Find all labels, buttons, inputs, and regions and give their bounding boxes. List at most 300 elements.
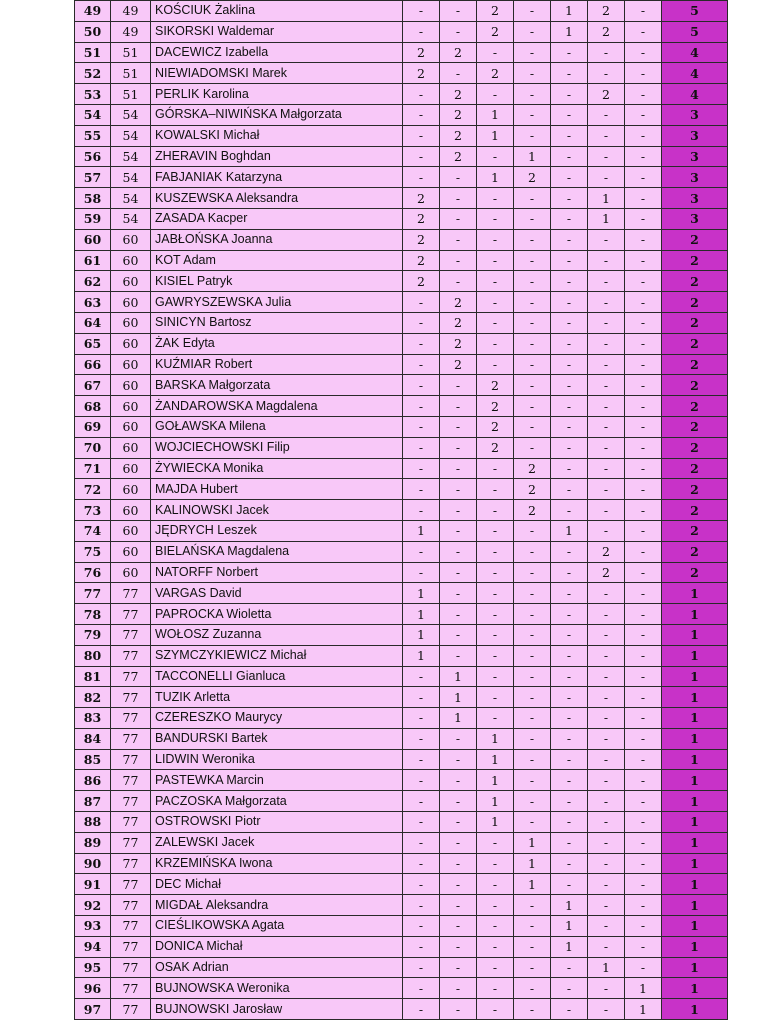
total-cell: 1 xyxy=(662,895,728,916)
score-cell: - xyxy=(625,437,662,458)
place-cell: 97 xyxy=(75,999,111,1020)
total-cell: 2 xyxy=(662,541,728,562)
table-row xyxy=(75,416,728,437)
score-cell: 1 xyxy=(403,520,440,541)
total-cell: 1 xyxy=(662,999,728,1020)
score-cell: - xyxy=(588,250,625,271)
score-cell: 2 xyxy=(477,396,514,417)
score-cell: 1 xyxy=(477,770,514,791)
place-cell: 69 xyxy=(75,416,111,437)
rank-cell: 77 xyxy=(111,583,151,604)
total-cell: 2 xyxy=(662,437,728,458)
table-row xyxy=(75,895,728,916)
score-cell: - xyxy=(403,749,440,770)
rank-cell: 60 xyxy=(111,250,151,271)
total-cell: 2 xyxy=(662,520,728,541)
score-cell: - xyxy=(551,666,588,687)
place-cell: 74 xyxy=(75,520,111,541)
score-cell: - xyxy=(625,375,662,396)
total-cell: 1 xyxy=(662,728,728,749)
name-cell: ZASADA Kacper xyxy=(151,208,403,229)
score-cell: - xyxy=(625,895,662,916)
score-cell: - xyxy=(440,916,477,937)
score-cell: - xyxy=(514,333,551,354)
score-cell: - xyxy=(588,645,625,666)
score-cell: 1 xyxy=(625,999,662,1020)
rank-cell: 77 xyxy=(111,978,151,999)
table-row xyxy=(75,42,728,63)
rank-cell: 60 xyxy=(111,354,151,375)
name-cell: GÓRSKA–NIWIŃSKA Małgorzata xyxy=(151,104,403,125)
score-cell: - xyxy=(625,229,662,250)
rank-cell: 54 xyxy=(111,167,151,188)
total-cell: 1 xyxy=(662,978,728,999)
rank-cell: 77 xyxy=(111,853,151,874)
score-cell: - xyxy=(440,479,477,500)
score-cell: - xyxy=(440,978,477,999)
score-cell: - xyxy=(477,208,514,229)
name-cell: BARSKA Małgorzata xyxy=(151,375,403,396)
score-cell: - xyxy=(588,416,625,437)
rank-cell: 60 xyxy=(111,396,151,417)
score-cell: - xyxy=(588,999,625,1020)
score-cell: - xyxy=(403,832,440,853)
rank-cell: 54 xyxy=(111,188,151,209)
name-cell: BUJNOWSKA Weronika xyxy=(151,978,403,999)
score-cell: - xyxy=(440,1,477,22)
score-cell: - xyxy=(514,1,551,22)
score-cell: - xyxy=(514,624,551,645)
score-cell: 1 xyxy=(477,791,514,812)
score-cell: 2 xyxy=(588,84,625,105)
score-cell: - xyxy=(588,728,625,749)
score-cell: - xyxy=(551,999,588,1020)
score-cell: - xyxy=(588,978,625,999)
score-cell: - xyxy=(514,999,551,1020)
total-cell: 2 xyxy=(662,375,728,396)
score-cell: - xyxy=(477,604,514,625)
score-cell: - xyxy=(588,832,625,853)
score-cell: - xyxy=(403,500,440,521)
table-row xyxy=(75,375,728,396)
rank-cell: 77 xyxy=(111,645,151,666)
table-row xyxy=(75,562,728,583)
score-cell: - xyxy=(440,208,477,229)
score-cell: - xyxy=(588,936,625,957)
score-cell: - xyxy=(551,728,588,749)
score-cell: - xyxy=(625,853,662,874)
score-cell: 1 xyxy=(551,936,588,957)
score-cell: - xyxy=(551,583,588,604)
place-cell: 53 xyxy=(75,84,111,105)
place-cell: 51 xyxy=(75,42,111,63)
score-cell: - xyxy=(588,853,625,874)
score-cell: - xyxy=(551,354,588,375)
score-cell: - xyxy=(440,167,477,188)
table-row xyxy=(75,728,728,749)
name-cell: CIEŚLIKOWSKA Agata xyxy=(151,916,403,937)
score-cell: - xyxy=(403,541,440,562)
name-cell: VARGAS David xyxy=(151,583,403,604)
total-cell: 2 xyxy=(662,479,728,500)
score-cell: - xyxy=(625,104,662,125)
score-cell: 2 xyxy=(588,562,625,583)
rank-cell: 60 xyxy=(111,541,151,562)
score-cell: - xyxy=(403,853,440,874)
score-cell: - xyxy=(440,749,477,770)
rank-cell: 77 xyxy=(111,624,151,645)
score-cell: - xyxy=(588,708,625,729)
score-cell: - xyxy=(514,375,551,396)
score-cell: - xyxy=(514,416,551,437)
name-cell: KALINOWSKI Jacek xyxy=(151,500,403,521)
score-cell: - xyxy=(625,957,662,978)
score-cell: - xyxy=(440,500,477,521)
score-cell: - xyxy=(625,666,662,687)
score-cell: - xyxy=(440,520,477,541)
name-cell: NATORFF Norbert xyxy=(151,562,403,583)
name-cell: OSAK Adrian xyxy=(151,957,403,978)
name-cell: GAWRYSZEWSKA Julia xyxy=(151,292,403,313)
rank-cell: 60 xyxy=(111,437,151,458)
score-cell: - xyxy=(403,146,440,167)
score-cell: 1 xyxy=(625,978,662,999)
total-cell: 3 xyxy=(662,104,728,125)
score-cell: - xyxy=(477,936,514,957)
table-row xyxy=(75,250,728,271)
place-cell: 90 xyxy=(75,853,111,874)
rank-cell: 49 xyxy=(111,1,151,22)
name-cell: KUŹMIAR Robert xyxy=(151,354,403,375)
total-cell: 3 xyxy=(662,146,728,167)
score-cell: - xyxy=(477,541,514,562)
score-cell: - xyxy=(440,604,477,625)
place-cell: 82 xyxy=(75,687,111,708)
score-cell: - xyxy=(403,125,440,146)
table-row xyxy=(75,21,728,42)
name-cell: MIGDAŁ Aleksandra xyxy=(151,895,403,916)
score-cell: - xyxy=(551,812,588,833)
table-row xyxy=(75,312,728,333)
score-cell: - xyxy=(588,749,625,770)
name-cell: ŻYWIECKA Monika xyxy=(151,458,403,479)
name-cell: SINICYN Bartosz xyxy=(151,312,403,333)
total-cell: 3 xyxy=(662,167,728,188)
score-cell: - xyxy=(403,708,440,729)
score-cell: - xyxy=(514,396,551,417)
score-cell: - xyxy=(403,1,440,22)
score-cell: - xyxy=(625,916,662,937)
score-cell: - xyxy=(551,125,588,146)
total-cell: 2 xyxy=(662,500,728,521)
score-cell: - xyxy=(440,458,477,479)
place-cell: 57 xyxy=(75,167,111,188)
place-cell: 56 xyxy=(75,146,111,167)
rank-cell: 77 xyxy=(111,874,151,895)
score-cell: - xyxy=(625,874,662,895)
total-cell: 2 xyxy=(662,312,728,333)
score-cell: - xyxy=(588,916,625,937)
score-cell: - xyxy=(625,479,662,500)
score-cell: - xyxy=(625,604,662,625)
score-cell: - xyxy=(588,396,625,417)
score-cell: - xyxy=(477,957,514,978)
ranking-table-body xyxy=(75,1,728,1020)
score-cell: - xyxy=(403,936,440,957)
score-cell: - xyxy=(551,708,588,729)
score-cell: - xyxy=(625,749,662,770)
score-cell: - xyxy=(551,624,588,645)
score-cell: - xyxy=(588,292,625,313)
total-cell: 1 xyxy=(662,708,728,729)
table-row xyxy=(75,520,728,541)
score-cell: - xyxy=(588,333,625,354)
score-cell: - xyxy=(625,188,662,209)
table-row xyxy=(75,666,728,687)
score-cell: - xyxy=(625,624,662,645)
place-cell: 67 xyxy=(75,375,111,396)
score-cell: 2 xyxy=(588,541,625,562)
place-cell: 71 xyxy=(75,458,111,479)
rank-cell: 77 xyxy=(111,770,151,791)
score-cell: - xyxy=(440,188,477,209)
score-cell: - xyxy=(551,978,588,999)
score-cell: 2 xyxy=(477,416,514,437)
place-cell: 92 xyxy=(75,895,111,916)
total-cell: 1 xyxy=(662,853,728,874)
score-cell: 2 xyxy=(477,21,514,42)
score-cell: 1 xyxy=(403,583,440,604)
place-cell: 75 xyxy=(75,541,111,562)
score-cell: - xyxy=(514,42,551,63)
score-cell: - xyxy=(514,250,551,271)
total-cell: 2 xyxy=(662,333,728,354)
score-cell: - xyxy=(588,812,625,833)
score-cell: - xyxy=(514,791,551,812)
place-cell: 54 xyxy=(75,104,111,125)
total-cell: 1 xyxy=(662,916,728,937)
name-cell: ZALEWSKI Jacek xyxy=(151,832,403,853)
total-cell: 2 xyxy=(662,250,728,271)
score-cell: 1 xyxy=(551,1,588,22)
table-row xyxy=(75,583,728,604)
total-cell: 1 xyxy=(662,957,728,978)
total-cell: 1 xyxy=(662,687,728,708)
score-cell: - xyxy=(588,458,625,479)
rank-cell: 54 xyxy=(111,146,151,167)
total-cell: 1 xyxy=(662,791,728,812)
score-cell: - xyxy=(514,812,551,833)
score-cell: - xyxy=(440,832,477,853)
name-cell: FABJANIAK Katarzyna xyxy=(151,167,403,188)
score-cell: - xyxy=(625,354,662,375)
table-row xyxy=(75,271,728,292)
score-cell: - xyxy=(588,42,625,63)
rank-cell: 60 xyxy=(111,520,151,541)
total-cell: 3 xyxy=(662,208,728,229)
score-cell: - xyxy=(477,333,514,354)
score-cell: - xyxy=(440,624,477,645)
score-cell: 1 xyxy=(477,728,514,749)
rank-cell: 77 xyxy=(111,728,151,749)
name-cell: BANDURSKI Bartek xyxy=(151,728,403,749)
total-cell: 1 xyxy=(662,645,728,666)
place-cell: 79 xyxy=(75,624,111,645)
score-cell: 2 xyxy=(514,167,551,188)
score-cell: - xyxy=(514,604,551,625)
rank-cell: 77 xyxy=(111,957,151,978)
score-cell: - xyxy=(588,271,625,292)
score-cell: - xyxy=(477,708,514,729)
name-cell: GOŁAWSKA Milena xyxy=(151,416,403,437)
place-cell: 77 xyxy=(75,583,111,604)
score-cell: - xyxy=(403,458,440,479)
place-cell: 66 xyxy=(75,354,111,375)
score-cell: - xyxy=(477,520,514,541)
score-cell: - xyxy=(588,63,625,84)
score-cell: - xyxy=(588,312,625,333)
score-cell: - xyxy=(514,895,551,916)
score-cell: - xyxy=(514,562,551,583)
score-cell: 1 xyxy=(440,687,477,708)
place-cell: 86 xyxy=(75,770,111,791)
place-cell: 94 xyxy=(75,936,111,957)
rank-cell: 77 xyxy=(111,895,151,916)
total-cell: 2 xyxy=(662,271,728,292)
score-cell: - xyxy=(477,687,514,708)
place-cell: 72 xyxy=(75,479,111,500)
total-cell: 1 xyxy=(662,604,728,625)
score-cell: - xyxy=(477,562,514,583)
score-cell: 2 xyxy=(403,271,440,292)
name-cell: WOJCIECHOWSKI Filip xyxy=(151,437,403,458)
score-cell: 1 xyxy=(477,104,514,125)
score-cell: - xyxy=(477,853,514,874)
score-cell: - xyxy=(514,749,551,770)
score-cell: - xyxy=(514,520,551,541)
score-cell: - xyxy=(551,396,588,417)
score-cell: - xyxy=(477,146,514,167)
table-row xyxy=(75,749,728,770)
place-cell: 63 xyxy=(75,292,111,313)
name-cell: DEC Michał xyxy=(151,874,403,895)
rank-cell: 60 xyxy=(111,292,151,313)
place-cell: 50 xyxy=(75,21,111,42)
score-cell: - xyxy=(477,188,514,209)
score-cell: - xyxy=(440,250,477,271)
place-cell: 78 xyxy=(75,604,111,625)
score-cell: - xyxy=(625,520,662,541)
score-cell: - xyxy=(403,791,440,812)
score-cell: - xyxy=(440,895,477,916)
score-cell: - xyxy=(477,666,514,687)
rank-cell: 60 xyxy=(111,479,151,500)
score-cell: 1 xyxy=(477,167,514,188)
score-cell: - xyxy=(403,396,440,417)
score-cell: - xyxy=(477,312,514,333)
name-cell: BUJNOWSKI Jarosław xyxy=(151,999,403,1020)
score-cell: - xyxy=(588,437,625,458)
score-cell: - xyxy=(477,916,514,937)
score-cell: - xyxy=(625,728,662,749)
table-row xyxy=(75,541,728,562)
table-row xyxy=(75,687,728,708)
score-cell: - xyxy=(440,21,477,42)
table-row xyxy=(75,812,728,833)
score-cell: - xyxy=(514,125,551,146)
total-cell: 1 xyxy=(662,832,728,853)
table-row xyxy=(75,229,728,250)
score-cell: - xyxy=(477,42,514,63)
score-cell: - xyxy=(514,208,551,229)
score-cell: - xyxy=(440,770,477,791)
table-row xyxy=(75,104,728,125)
score-cell: - xyxy=(551,791,588,812)
score-cell: - xyxy=(403,895,440,916)
rank-cell: 60 xyxy=(111,562,151,583)
score-cell: - xyxy=(403,687,440,708)
rank-cell: 60 xyxy=(111,416,151,437)
score-cell: - xyxy=(625,583,662,604)
place-cell: 91 xyxy=(75,874,111,895)
score-cell: 2 xyxy=(588,1,625,22)
score-cell: - xyxy=(588,167,625,188)
name-cell: KOŚCIUK Żaklina xyxy=(151,1,403,22)
score-cell: 2 xyxy=(477,437,514,458)
score-cell: - xyxy=(403,479,440,500)
score-cell: 1 xyxy=(551,895,588,916)
score-cell: 2 xyxy=(403,188,440,209)
table-row xyxy=(75,1,728,22)
table-row xyxy=(75,208,728,229)
score-cell: - xyxy=(403,978,440,999)
score-cell: 1 xyxy=(588,957,625,978)
score-cell: - xyxy=(625,125,662,146)
score-cell: 1 xyxy=(403,624,440,645)
score-cell: - xyxy=(514,229,551,250)
place-cell: 73 xyxy=(75,500,111,521)
total-cell: 4 xyxy=(662,63,728,84)
score-cell: - xyxy=(588,791,625,812)
score-cell: 2 xyxy=(514,479,551,500)
name-cell: KRZEMIŃSKA Iwona xyxy=(151,853,403,874)
table-row xyxy=(75,916,728,937)
score-cell: 2 xyxy=(440,42,477,63)
score-cell: - xyxy=(551,104,588,125)
rank-cell: 54 xyxy=(111,125,151,146)
total-cell: 1 xyxy=(662,770,728,791)
total-cell: 1 xyxy=(662,624,728,645)
score-cell: - xyxy=(625,812,662,833)
name-cell: ZHERAVIN Boghdan xyxy=(151,146,403,167)
score-cell: - xyxy=(588,666,625,687)
name-cell: CZERESZKO Maurycy xyxy=(151,708,403,729)
score-cell: - xyxy=(551,333,588,354)
rank-cell: 60 xyxy=(111,312,151,333)
rank-cell: 51 xyxy=(111,42,151,63)
score-cell: - xyxy=(551,292,588,313)
place-cell: 84 xyxy=(75,728,111,749)
place-cell: 81 xyxy=(75,666,111,687)
ranking-table xyxy=(74,0,728,1020)
score-cell: - xyxy=(514,770,551,791)
score-cell: - xyxy=(440,999,477,1020)
score-cell: - xyxy=(551,832,588,853)
score-cell: - xyxy=(551,437,588,458)
name-cell: ŻANDAROWSKA Magdalena xyxy=(151,396,403,417)
score-cell: 2 xyxy=(477,375,514,396)
table-row xyxy=(75,500,728,521)
